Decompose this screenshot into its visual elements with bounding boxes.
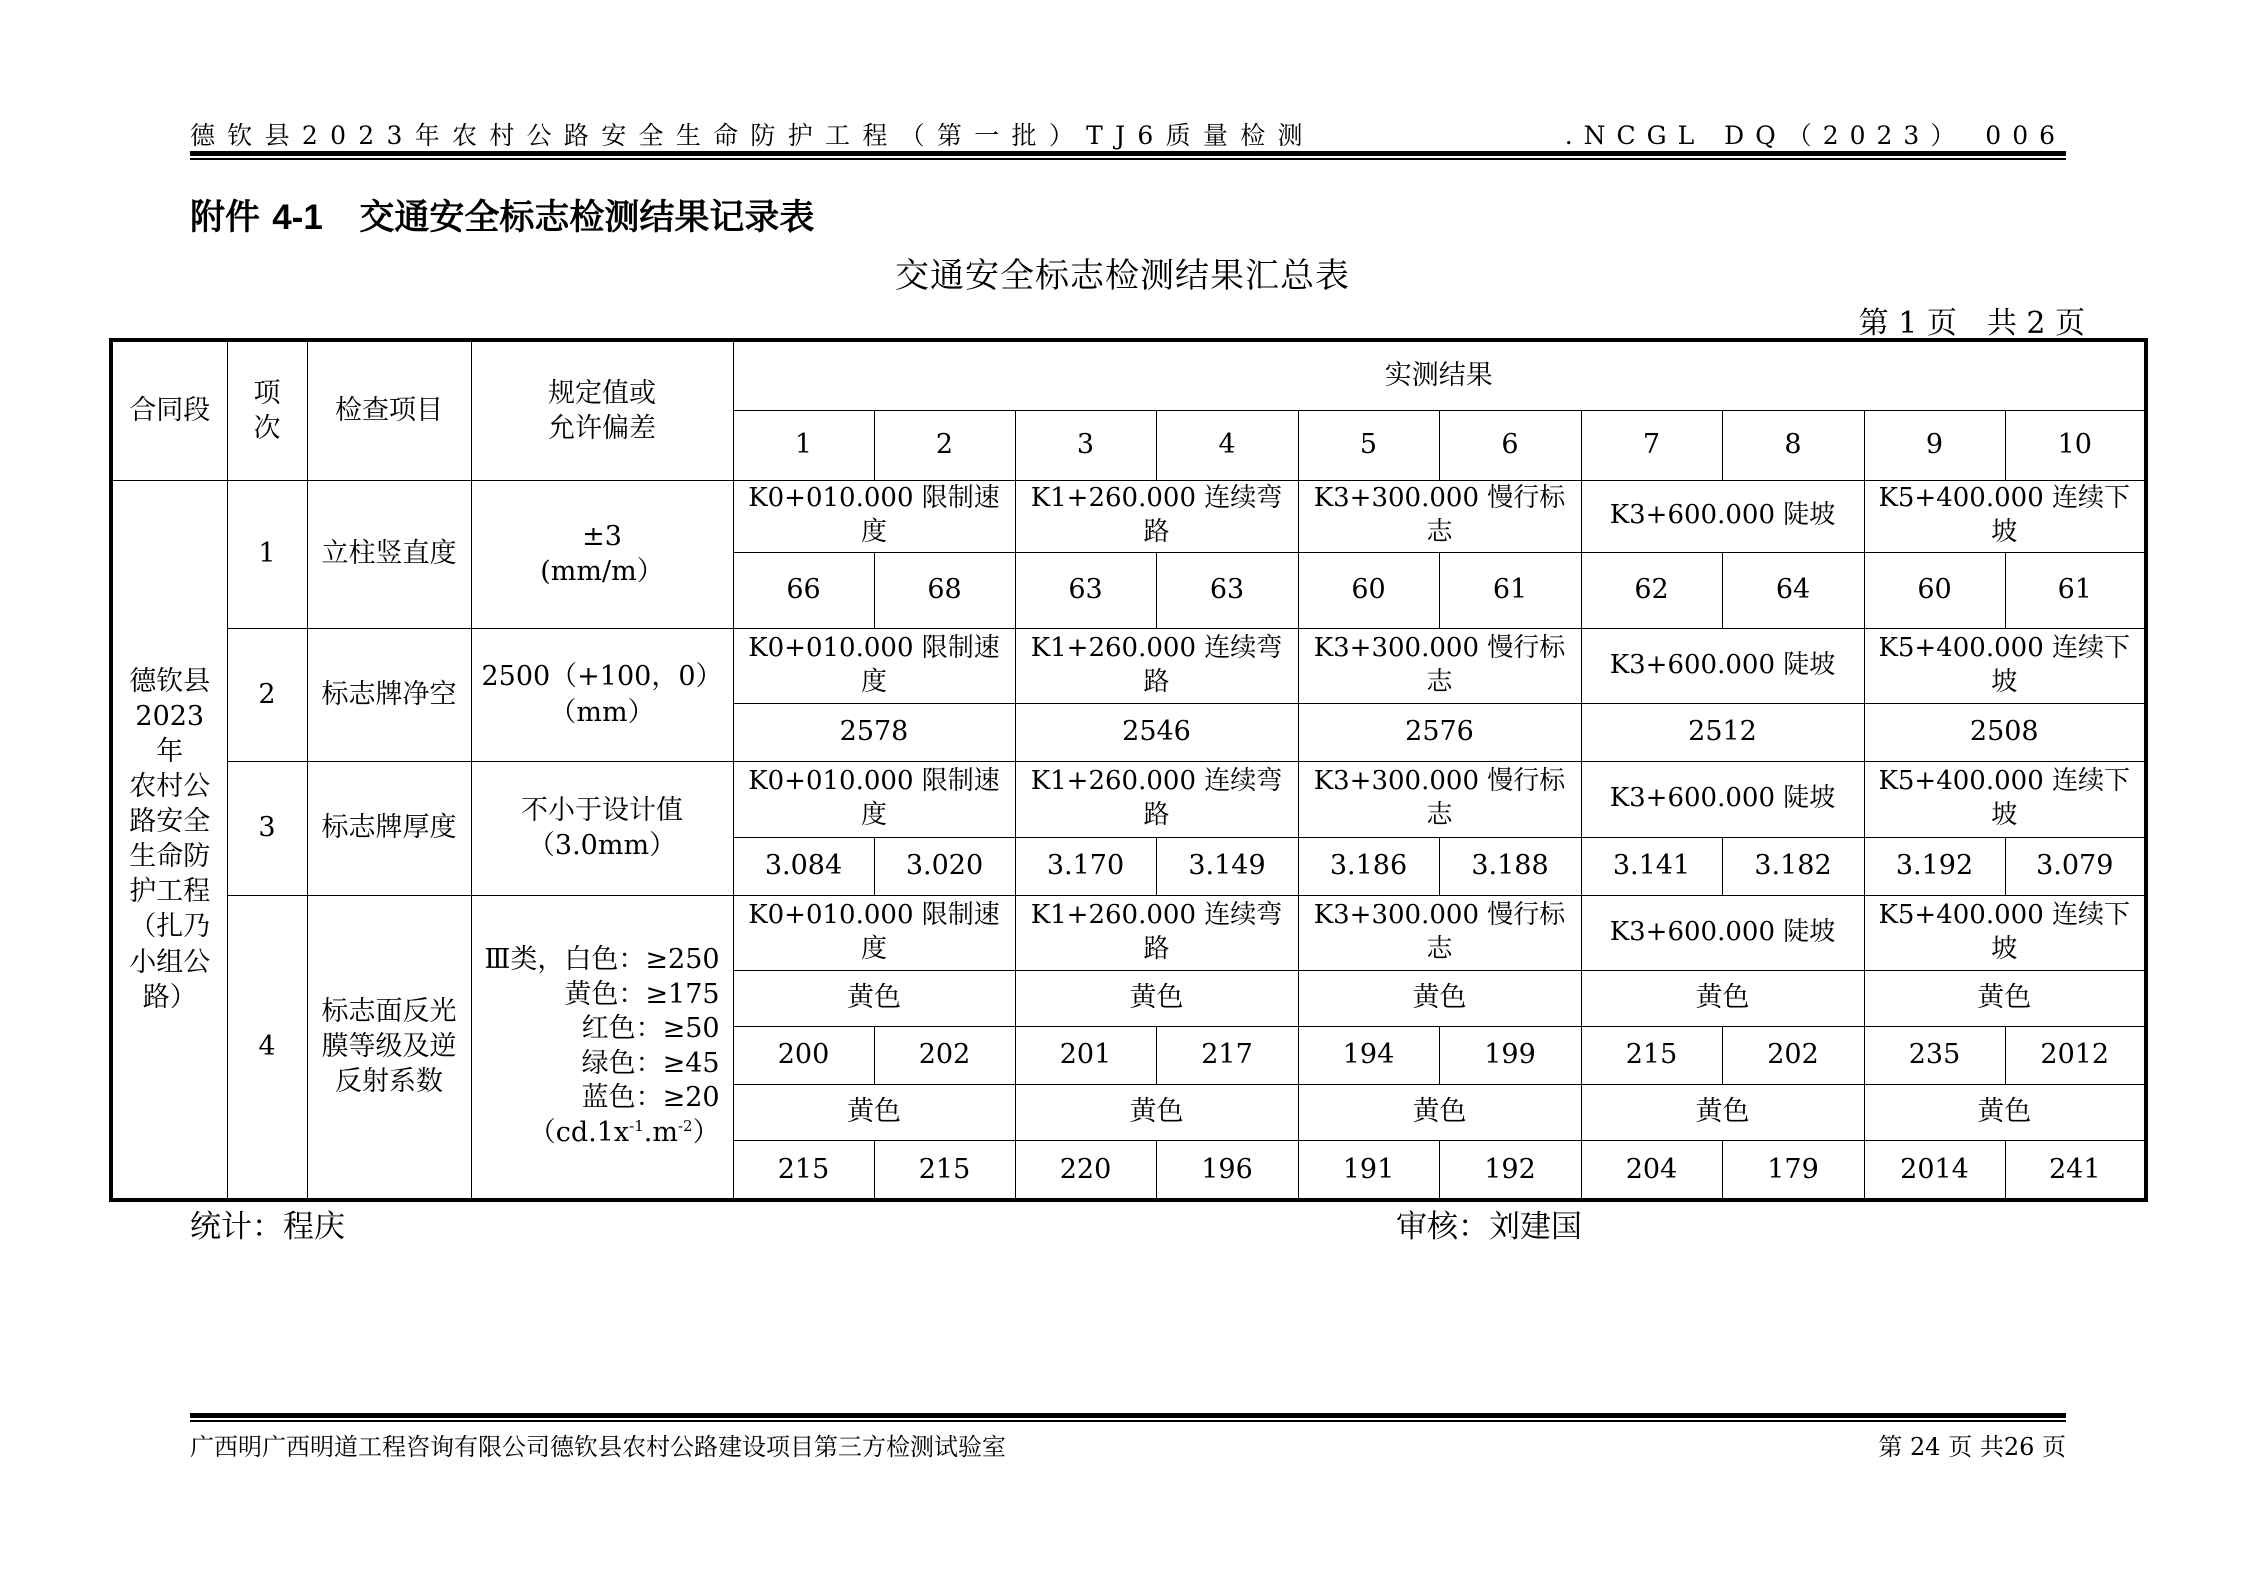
location-cell: K3+300.000 慢行标 志 bbox=[1298, 761, 1581, 837]
table-row bbox=[111, 628, 2146, 703]
value-cell: 220 bbox=[1015, 1140, 1156, 1200]
value-cell: 235 bbox=[1864, 1026, 2005, 1084]
results-table bbox=[109, 338, 2148, 1202]
value-cell: 204 bbox=[1581, 1140, 1722, 1200]
header-check-item: 检查项目 bbox=[307, 340, 471, 480]
table-row bbox=[111, 761, 2146, 837]
check-item: 立柱竖直度 bbox=[307, 480, 471, 628]
color-cell: 黄色 bbox=[1581, 970, 1864, 1026]
value-cell: 199 bbox=[1439, 1026, 1581, 1084]
footer-rule-thin bbox=[190, 1420, 2066, 1422]
col-number: 6 bbox=[1439, 410, 1581, 480]
value-cell: 200 bbox=[733, 1026, 874, 1084]
color-cell: 黄色 bbox=[1298, 970, 1581, 1026]
running-header bbox=[190, 116, 2066, 156]
location-cell: K1+260.000 连续弯 路 bbox=[1015, 628, 1298, 703]
attachment-number: 4-1 bbox=[272, 198, 323, 237]
value-cell: 66 bbox=[733, 552, 874, 628]
header-contract: 合同段 bbox=[111, 340, 227, 480]
item-no: 1 bbox=[227, 480, 307, 628]
value-cell: 3.020 bbox=[874, 837, 1015, 895]
location-cell: K3+300.000 慢行标 志 bbox=[1298, 480, 1581, 552]
value-cell: 64 bbox=[1722, 552, 1864, 628]
header-rule-thin bbox=[190, 158, 2066, 160]
table-row bbox=[111, 480, 2146, 552]
value-cell: 192 bbox=[1439, 1140, 1581, 1200]
value-cell: 3.141 bbox=[1581, 837, 1722, 895]
spec-value: Ⅲ类，白色：≥250 黄色：≥175 红色：≥50 绿色：≥45 蓝色：≥20 $(cd.1x^{-1}.m^{-2})$ bbox=[471, 895, 733, 1200]
value-cell: 215 bbox=[1581, 1026, 1722, 1084]
value-cell: 202 bbox=[874, 1026, 1015, 1084]
color-cell: 黄色 bbox=[1864, 1084, 2146, 1140]
location-cell: K1+260.000 连续弯 路 bbox=[1015, 895, 1298, 970]
value-cell: 201 bbox=[1015, 1026, 1156, 1084]
value-cell: 3.182 bbox=[1722, 837, 1864, 895]
value-cell: 202 bbox=[1722, 1026, 1864, 1084]
color-cell: 黄色 bbox=[733, 1084, 1015, 1140]
value-cell: 2578 bbox=[733, 703, 1015, 761]
value-cell: 2512 bbox=[1581, 703, 1864, 761]
value-cell: 2508 bbox=[1864, 703, 2146, 761]
value-cell: 60 bbox=[1298, 552, 1439, 628]
value-cell: 61 bbox=[1439, 552, 1581, 628]
spec-value: 2500（+100，0） （mm） bbox=[471, 628, 733, 761]
value-cell: 3.188 bbox=[1439, 837, 1581, 895]
footer-page-number: 第 24 页 共26 页 bbox=[1878, 1433, 2066, 1461]
color-cell: 黄色 bbox=[1581, 1084, 1864, 1140]
color-cell: 黄色 bbox=[733, 970, 1015, 1026]
attachment-title: 交通安全标志检测结果记录表 bbox=[359, 198, 815, 238]
value-cell: 2012 bbox=[2005, 1026, 2146, 1084]
header-document-number: .NCGL DQ（2023） 006 bbox=[1564, 121, 2066, 150]
value-cell: 2576 bbox=[1298, 703, 1581, 761]
header-row bbox=[111, 340, 2146, 410]
reviewer-signature: 审核：刘建国 bbox=[1396, 1209, 1582, 1245]
location-cell: K5+400.000 连续下 坡 bbox=[1864, 628, 2146, 703]
value-cell: 3.149 bbox=[1156, 837, 1298, 895]
value-cell: 196 bbox=[1156, 1140, 1298, 1200]
table-row bbox=[111, 895, 2146, 970]
value-cell: 62 bbox=[1581, 552, 1722, 628]
col-number: 3 bbox=[1015, 410, 1156, 480]
value-cell: 68 bbox=[874, 552, 1015, 628]
col-number: 1 bbox=[733, 410, 874, 480]
check-item: 标志牌净空 bbox=[307, 628, 471, 761]
location-cell: K3+600.000 陡坡 bbox=[1581, 480, 1864, 552]
location-cell: K0+010.000 限制速 度 bbox=[733, 895, 1015, 970]
value-cell: 215 bbox=[733, 1140, 874, 1200]
check-item: 标志牌厚度 bbox=[307, 761, 471, 895]
item-no: 2 bbox=[227, 628, 307, 761]
attachment-label: 附件 bbox=[190, 198, 261, 238]
location-cell: K5+400.000 连续下 坡 bbox=[1864, 761, 2146, 837]
col-number: 9 bbox=[1864, 410, 2005, 480]
header-item-no: 项 次 bbox=[227, 340, 307, 480]
location-cell: K0+010.000 限制速 度 bbox=[733, 628, 1015, 703]
location-cell: K3+300.000 慢行标 志 bbox=[1298, 895, 1581, 970]
page-indicator: 第 1 页 共 2 页 bbox=[1858, 306, 2085, 341]
value-cell: 194 bbox=[1298, 1026, 1439, 1084]
value-cell: 63 bbox=[1015, 552, 1156, 628]
color-cell: 黄色 bbox=[1015, 970, 1298, 1026]
color-cell: 黄色 bbox=[1864, 970, 2146, 1026]
location-cell: K0+010.000 限制速 度 bbox=[733, 761, 1015, 837]
item-no: 3 bbox=[227, 761, 307, 895]
col-number: 2 bbox=[874, 410, 1015, 480]
value-cell: 3.084 bbox=[733, 837, 874, 895]
value-cell: 61 bbox=[2005, 552, 2146, 628]
location-cell: K5+400.000 连续下 坡 bbox=[1864, 895, 2146, 970]
value-cell: 63 bbox=[1156, 552, 1298, 628]
value-cell: 215 bbox=[874, 1140, 1015, 1200]
attachment-heading bbox=[190, 190, 814, 240]
spec-value: 不小于设计值 （3.0mm） bbox=[471, 761, 733, 895]
color-cell: 黄色 bbox=[1015, 1084, 1298, 1140]
value-cell: 3.192 bbox=[1864, 837, 2005, 895]
value-cell: 3.079 bbox=[2005, 837, 2146, 895]
value-cell: 179 bbox=[1722, 1140, 1864, 1200]
col-number: 4 bbox=[1156, 410, 1298, 480]
contract-name: 德钦县 2023 年 农村公 路安全 生命防 护工程 （扎乃 小组公 路） bbox=[111, 480, 227, 1200]
footer-rule-thick bbox=[190, 1413, 2066, 1418]
col-number: 7 bbox=[1581, 410, 1722, 480]
location-cell: K3+300.000 慢行标 志 bbox=[1298, 628, 1581, 703]
table-title: 交通安全标志检测结果汇总表 bbox=[895, 256, 1350, 296]
col-number: 10 bbox=[2005, 410, 2146, 480]
location-cell: K1+260.000 连续弯 路 bbox=[1015, 480, 1298, 552]
value-cell: 2014 bbox=[1864, 1140, 2005, 1200]
item-no: 4 bbox=[227, 895, 307, 1200]
value-cell: 2546 bbox=[1015, 703, 1298, 761]
col-number: 5 bbox=[1298, 410, 1439, 480]
value-cell: 3.186 bbox=[1298, 837, 1439, 895]
check-item: 标志面反光 膜等级及逆 反射系数 bbox=[307, 895, 471, 1200]
location-cell: K0+010.000 限制速 度 bbox=[733, 480, 1015, 552]
header-measured: 实测结果 bbox=[733, 340, 2146, 410]
location-cell: K5+400.000 连续下 坡 bbox=[1864, 480, 2146, 552]
header-spec: 规定值或 允许偏差 bbox=[471, 340, 733, 480]
value-cell: 217 bbox=[1156, 1026, 1298, 1084]
color-cell: 黄色 bbox=[1298, 1084, 1581, 1140]
value-cell: 60 bbox=[1864, 552, 2005, 628]
location-cell: K1+260.000 连续弯 路 bbox=[1015, 761, 1298, 837]
location-cell: K3+600.000 陡坡 bbox=[1581, 628, 1864, 703]
footer-organization: 广西明广西明道工程咨询有限公司德钦县农村公路建设项目第三方检测试验室 bbox=[190, 1433, 1006, 1461]
statistician-signature: 统计：程庆 bbox=[190, 1209, 345, 1245]
col-number: 8 bbox=[1722, 410, 1864, 480]
value-cell: 241 bbox=[2005, 1140, 2146, 1200]
header-rule-thick bbox=[190, 151, 2066, 156]
spec-value: ±3 (mm/m） bbox=[471, 480, 733, 628]
header-project-title: 德钦县2023年农村公路安全生命防护工程（第一批）TJ6质量检测 bbox=[190, 121, 1315, 150]
value-cell: 191 bbox=[1298, 1140, 1439, 1200]
location-cell: K3+600.000 陡坡 bbox=[1581, 895, 1864, 970]
location-cell: K3+600.000 陡坡 bbox=[1581, 761, 1864, 837]
value-cell: 3.170 bbox=[1015, 837, 1156, 895]
